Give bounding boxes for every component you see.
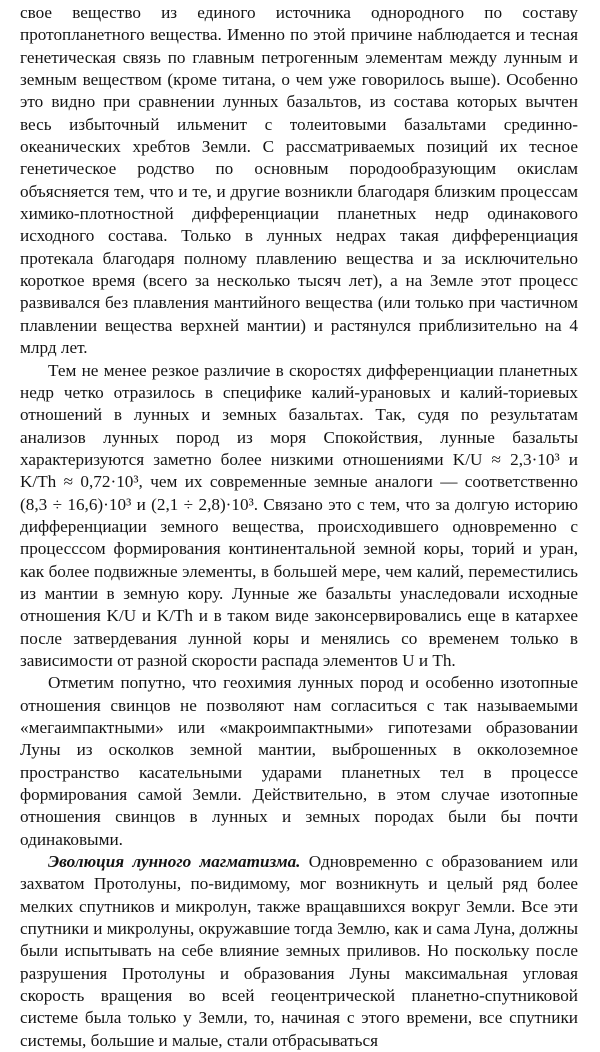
paragraph-1-text: свое вещество из единого источника однородного по составу протопланетного вещества. Именно по этой причине наблюдается и тесная генетическая связь по главным петрогенным элементам между лунным и земным веществом (кроме титана, о чем уже говорилось выше). Особенно это видно при сравнении лунных базальтов, из состава которых вычтен весь избыточный ильменит с толеитовыми базальтами срединно-океанических хребтов Земли. С рассматриваемых позиций их тесное генетическое родство по основным породообразующим окислам объясняется тем, что и те, и другие возникли благодаря близким процессам химико-плотностной дифференциации планетных недр одинакового исходного состава. Только в лунных недрах такая дифференциация протекала благодаря полному плавлению вещества и за исключительно короткое время (всего за несколько тысяч лет), а на Земле этот процесс развивался без плавления мантийного вещества (или только при частичном плавлении вещества верхней мантии) и растянулся приблизительно на 4 млрд лет.	[20, 3, 578, 358]
paragraph-4-text: Одновременно с образованием или захватом Протолуны, по-видимому, мог возникнуть и целый ряд более мелких спутников и микролун, также вращавшихся вокруг Земли. Все эти спутники и микролуны, окружавшие тогда Землю, как и сама Луна, должны были испытывать на себе влияние земных приливов. Но поскольку после разрушения Протолуны и образования Луны максимальная угловая скорость вращения во всей геоцентрической планетно-спутниковой системе была только у Земли, то, начиная с этого времени, все спутники системы, большие и малые, стали отбрасываться	[20, 852, 578, 1050]
paragraph-1	[20, 2, 578, 360]
paragraph-3-text: Отметим попутно, что геохимия лунных пород и особенно изотопные отношения свинцов не позволяют нам согласиться с так называемыми «мегаимпактными» или «макроимпактными» гипотезами образовании Луны из осколков земной мантии, выброшенных в окколоземное пространство касательными ударами планетных тел в процессе формирования самой Земли. Действительно, в этом случае изотопные отношения свинцов в лунных и земных породах были бы почти одинаковыми.	[20, 673, 578, 849]
paragraph-2-text: Тем не менее резкое различие в скоростях дифференциации планетных недр четко отразилось в специфике калий-урановых и калий-ториевых отношений в лунных и земных базальтах. Так, судя по результатам анализов лунных пород из моря Спокойствия, лунные базальты характеризуются заметно более низкими отношениями K/U ≈ 2,3·10³ и K/Th ≈ 0,72·10³, чем их современные земные аналоги — соответственно (8,3 ÷ 16,6)·10³ и (2,1 ÷ 2,8)·10³. Связано это с тем, что за долгую историю дифференциации земного вещества, происходившего одновременно с процесссом формирования континентальной земной коры, торий и уран, как более подвижные элементы, в большей мере, чем калий, переместились из мантии в земную кору. Лунные же базальты унаследовали исходные отношения K/U и K/Th и в таком виде законсервировались еще в катархее после затвердевания лунной коры и менялись со временем только в зависимости от разной скорости распада элементов U и Th.	[20, 360, 578, 670]
paragraph-4	[20, 851, 578, 1052]
paragraph-2	[20, 360, 578, 673]
section-heading: Эволюция лунного магматизма.	[48, 852, 301, 872]
paragraph-3	[20, 672, 578, 851]
